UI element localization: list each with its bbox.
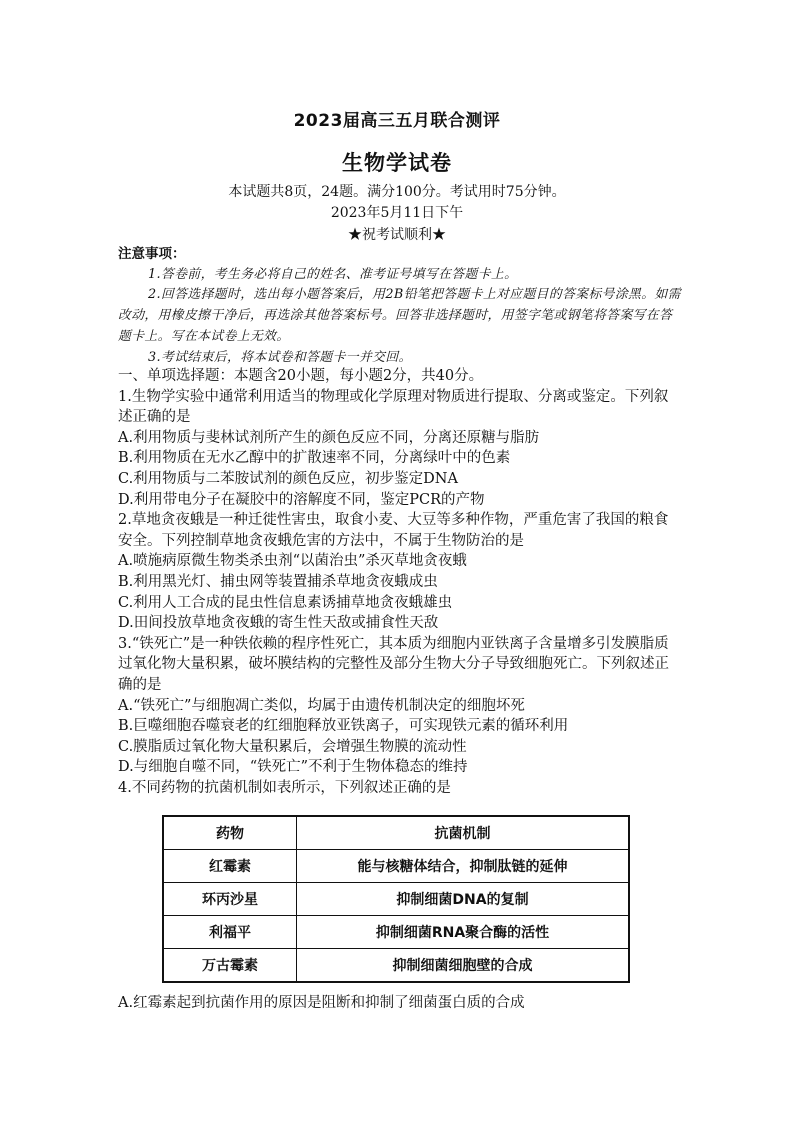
option-d: D.利用带电分子在凝胶中的溶解度不同，鉴定PCR的产物 [118, 491, 485, 508]
question-stem: 1.生物学实验中通常利用适当的物理或化学原理对物质进行提取、分离或鉴定。下列叙 [118, 388, 669, 405]
question-stem: 3.“铁死亡”是一种铁依赖的程序性死亡，其本质为细胞内亚铁离子含量增多引发膜脂质 [118, 635, 669, 652]
antibacterial-table [162, 815, 630, 983]
drug-name: 环丙沙星 [163, 883, 297, 916]
exam-title: 2023届高三五月联合测评 [293, 111, 501, 131]
question-stem: 述正确的是 [118, 409, 191, 426]
option-d: D.田间投放草地贪夜蛾的寄生性天敌或捕食性天敌 [118, 615, 439, 632]
question-stem: 确的是 [118, 676, 162, 693]
table-header-mechanism: 抗菌机制 [297, 816, 630, 850]
section-heading: 一、单项选择题：本题含20小题，每小题2分，共40分。 [118, 368, 484, 384]
drug-name: 红霉素 [163, 850, 297, 883]
exam-date-line: 2023年5月11日下午 [330, 205, 464, 221]
question-4 [118, 778, 684, 799]
drug-mechanism: 抑制细菌DNA的复制 [297, 883, 630, 916]
table-row [163, 916, 629, 949]
question-stem: 安全。下列控制草地贪夜蛾危害的方法中，不属于生物防治的是 [118, 532, 524, 549]
drug-name: 万古霉素 [163, 949, 297, 983]
option-d: D.与细胞自噬不同，“铁死亡”不利于生物体稳态的维持 [118, 759, 468, 776]
questions-section [118, 366, 684, 798]
option-a: A.利用物质与斐林试剂所产生的颜色反应不同，分离还原糖与脂肪 [118, 429, 540, 446]
option-c: C.利用人工合成的昆虫性信息素诱捕草地贪夜蛾雄虫 [118, 594, 453, 611]
table-row [163, 850, 629, 883]
option-a: A.喷施病原微生物类杀虫剂“以菌治虫”杀灭草地贪夜蛾 [118, 553, 467, 570]
table-row [163, 949, 629, 983]
table-header-row [163, 816, 629, 850]
option-c: C.膜脂质过氧化物大量积累后，会增强生物膜的流动性 [118, 738, 467, 755]
table-row [163, 883, 629, 916]
question-stem: 4.不同药物的抗菌机制如表所示，下列叙述正确的是 [118, 779, 451, 796]
question-3 [118, 634, 684, 778]
option-b: B.利用黑光灯、捕虫网等装置捕杀草地贪夜蛾成虫 [118, 573, 438, 590]
subject-title: 生物学试卷 [342, 151, 452, 175]
notes-section [118, 244, 684, 369]
option-b: B.巨噬细胞吞噬衰老的红细胞释放亚铁离子，可实现铁元素的循环利用 [118, 718, 569, 735]
drug-mechanism: 能与核糖体结合，抑制肽链的延伸 [297, 850, 630, 883]
drug-name: 利福平 [163, 916, 297, 949]
good-luck-line: ★祝考试顺利★ [348, 227, 446, 243]
question-1 [118, 387, 684, 511]
drug-mechanism: 抑制细菌RNA聚合酶的活性 [297, 916, 630, 949]
drug-mechanism: 抑制细菌细胞壁的合成 [297, 949, 630, 983]
note-item: 2.回答选择题时，选出每小题答案后，用2B铅笔把答题卡上对应题目的答案标号涂黑。如需改动，用橡皮擦干净后，再选涂其他答案标号。回答非选择题时，用签字笔或钢笔将答案写在答题卡上。写在本试卷上无效。 [118, 287, 681, 344]
question-2 [118, 510, 684, 634]
option-b: B.利用物质在无水乙醇中的扩散速率不同，分离绿叶中的色素 [118, 450, 511, 467]
exam-info-line: 本试题共8页，24题。满分100分。考试用时75分钟。 [228, 184, 566, 200]
option-a: A.“铁死亡”与细胞凋亡类似，均属于由遗传机制决定的细胞坏死 [118, 697, 525, 714]
notes-heading: 注意事项： [118, 246, 186, 262]
note-item: 1.答卷前，考生务必将自己的姓名、准考证号填写在答题卡上。 [148, 266, 518, 282]
question-stem: 过氧化物大量积累，破坏膜结构的完整性及部分生物大分子导致细胞死亡。下列叙述正 [118, 656, 669, 673]
note-item: 3.考试结束后，将本试卷和答题卡一并交回。 [148, 349, 412, 365]
option-a: A.红霉素起到抗菌作用的原因是阻断和抑制了细菌蛋白质的合成 [118, 995, 525, 1011]
table-header-drug: 药物 [163, 816, 297, 850]
question-stem: 2.草地贪夜蛾是一种迁徙性害虫，取食小麦、大豆等多种作物，严重危害了我国的粮食 [118, 512, 669, 529]
question-4-options [118, 993, 684, 1014]
option-c: C.利用物质与二苯胺试剂的颜色反应，初步鉴定DNA [118, 470, 458, 487]
